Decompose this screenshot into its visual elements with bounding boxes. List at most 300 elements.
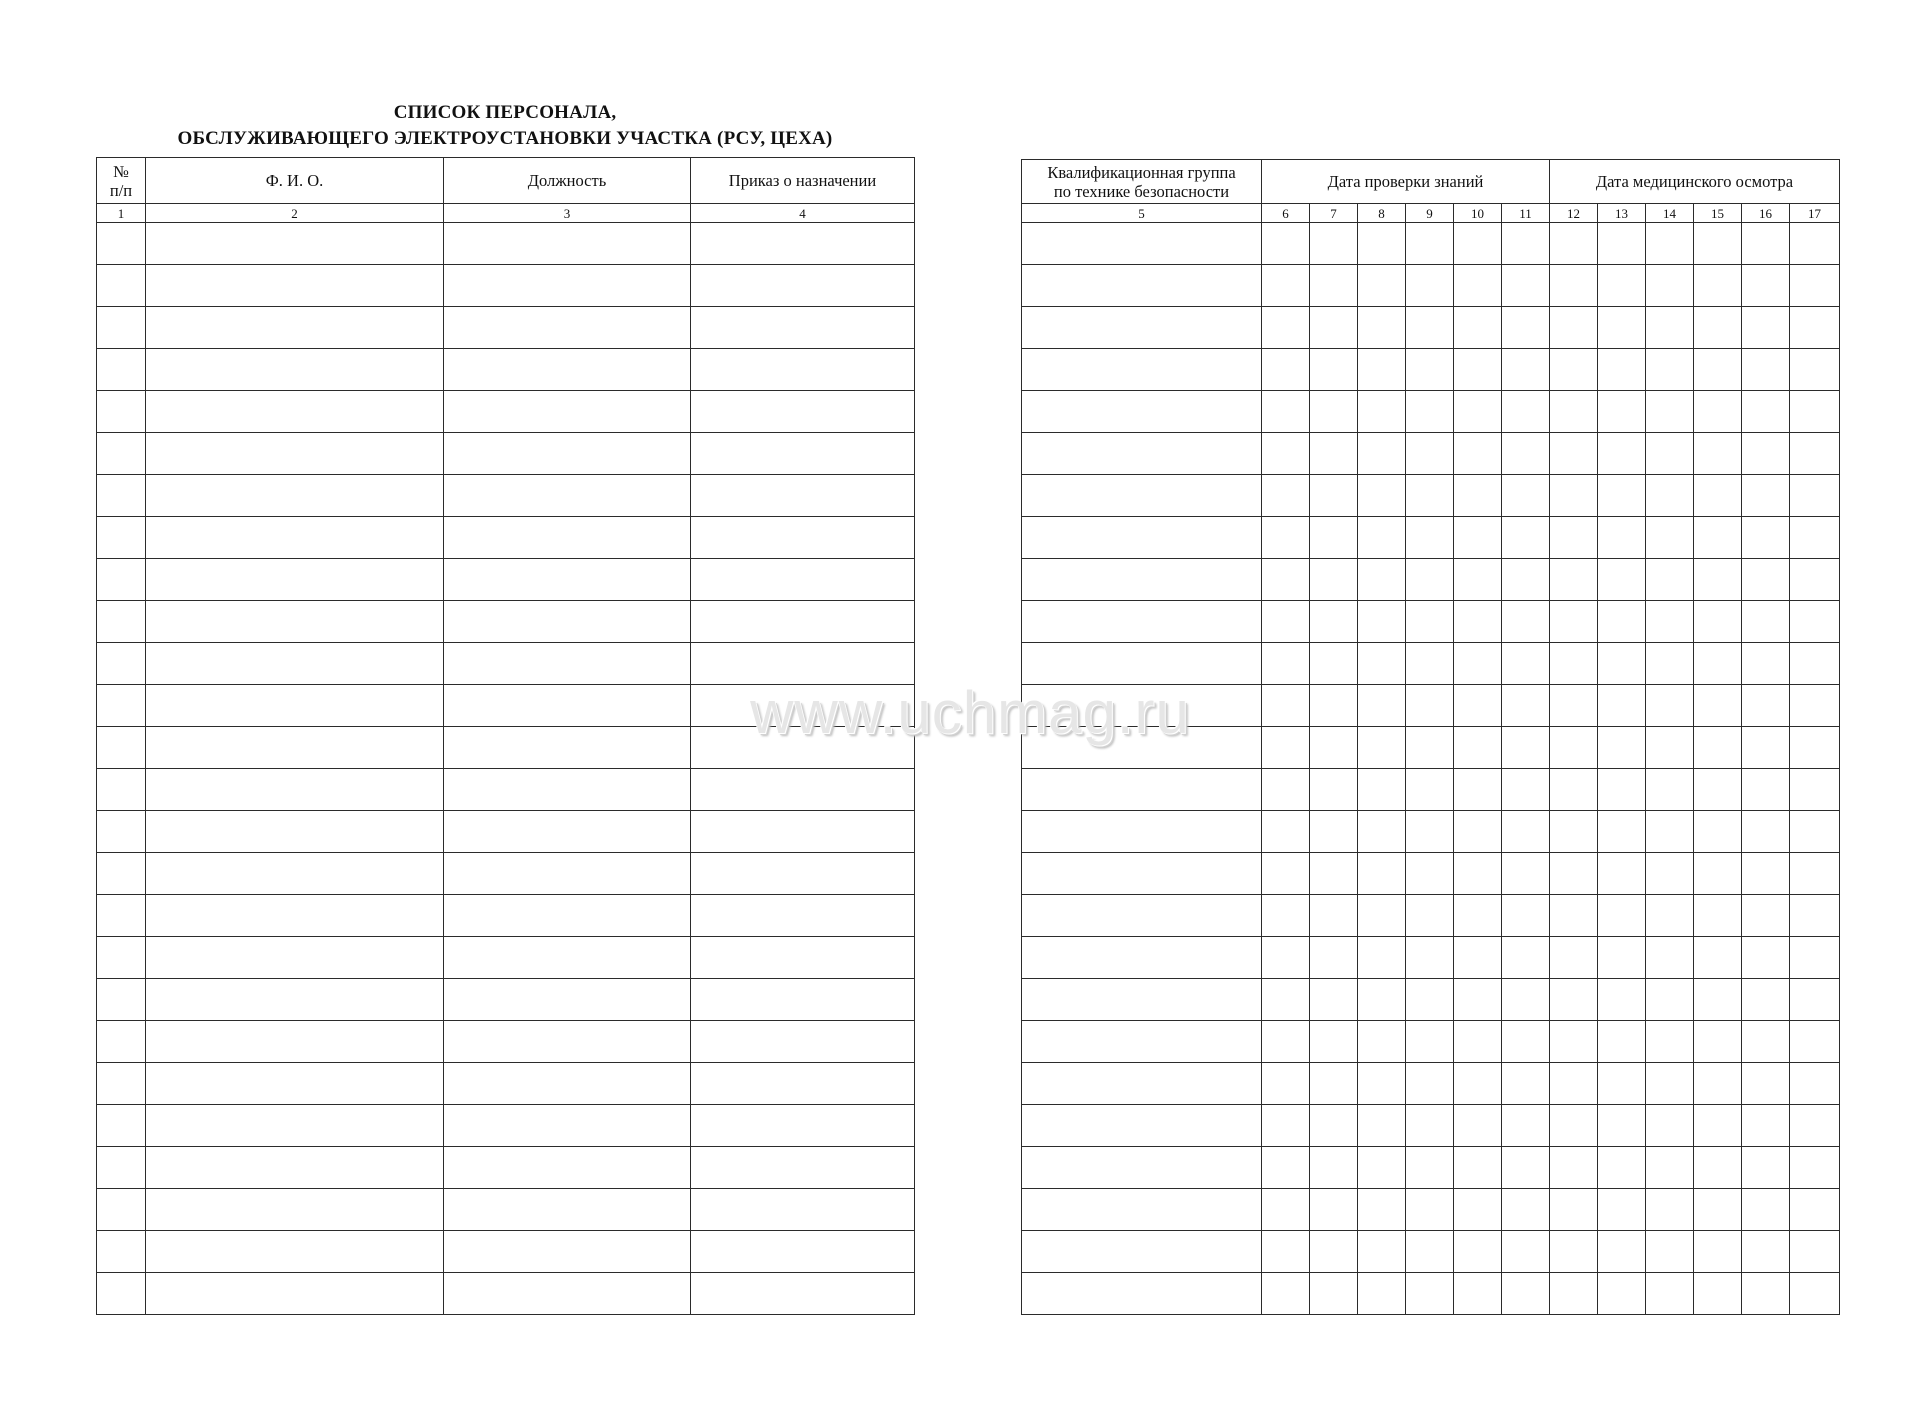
column-number: 16 <box>1742 204 1790 223</box>
blank-cell <box>1694 643 1742 685</box>
blank-cell <box>1790 685 1840 727</box>
blank-cell <box>1406 811 1454 853</box>
blank-cell <box>1598 727 1646 769</box>
blank-cell <box>1262 433 1310 475</box>
column-number: 14 <box>1646 204 1694 223</box>
blank-cell <box>444 853 691 895</box>
blank-cell <box>1262 853 1310 895</box>
blank-cell <box>1310 601 1358 643</box>
blank-cell <box>691 1189 915 1231</box>
blank-cell <box>1262 349 1310 391</box>
blank-cell <box>1358 769 1406 811</box>
blank-cell <box>444 1189 691 1231</box>
blank-cell <box>1550 937 1598 979</box>
blank-cell <box>1694 391 1742 433</box>
blank-cell <box>1022 433 1262 475</box>
column-number: 9 <box>1406 204 1454 223</box>
table-row <box>1022 979 1840 1021</box>
blank-cell <box>1454 643 1502 685</box>
column-number: 1 <box>97 204 146 223</box>
blank-cell <box>1262 223 1310 265</box>
blank-cell <box>1502 307 1550 349</box>
blank-cell <box>97 1189 146 1231</box>
blank-cell <box>1022 937 1262 979</box>
blank-cell <box>691 391 915 433</box>
blank-cell <box>1454 517 1502 559</box>
blank-cell <box>1742 517 1790 559</box>
blank-cell <box>146 1147 444 1189</box>
blank-cell <box>1550 1189 1598 1231</box>
blank-cell <box>1310 1231 1358 1273</box>
blank-cell <box>1310 433 1358 475</box>
table-row <box>1022 1105 1840 1147</box>
table-row <box>1022 1021 1840 1063</box>
blank-cell <box>691 643 915 685</box>
blank-cell <box>97 643 146 685</box>
blank-cell <box>1742 223 1790 265</box>
table-row <box>97 223 915 265</box>
blank-cell <box>1646 1105 1694 1147</box>
table-row <box>97 811 915 853</box>
blank-cell <box>1694 601 1742 643</box>
blank-cell <box>1262 643 1310 685</box>
blank-cell <box>146 979 444 1021</box>
blank-cell <box>1550 1147 1598 1189</box>
blank-cell <box>1454 433 1502 475</box>
table-row <box>1022 1147 1840 1189</box>
blank-cell <box>1694 1021 1742 1063</box>
blank-cell <box>1022 769 1262 811</box>
blank-cell <box>1646 643 1694 685</box>
blank-cell <box>1310 1273 1358 1315</box>
blank-cell <box>1358 349 1406 391</box>
blank-cell <box>691 979 915 1021</box>
blank-cell <box>1262 895 1310 937</box>
column-number-row <box>1022 204 1840 223</box>
blank-cell <box>1598 1105 1646 1147</box>
blank-cell <box>1262 391 1310 433</box>
blank-cell <box>1358 1147 1406 1189</box>
table-row <box>1022 433 1840 475</box>
blank-cell <box>444 1021 691 1063</box>
blank-cell <box>1646 727 1694 769</box>
blank-cell <box>1454 307 1502 349</box>
blank-cell <box>1742 1189 1790 1231</box>
table-row <box>97 265 915 307</box>
blank-cell <box>1406 559 1454 601</box>
blank-cell <box>1790 559 1840 601</box>
blank-cell <box>97 559 146 601</box>
column-number: 8 <box>1358 204 1406 223</box>
blank-cell <box>1022 1063 1262 1105</box>
blank-cell <box>1406 853 1454 895</box>
blank-cell <box>1598 349 1646 391</box>
blank-cell <box>1022 475 1262 517</box>
header-appointment-order: Приказ о назначении <box>691 158 915 204</box>
blank-cell <box>1502 853 1550 895</box>
blank-cell <box>1742 1021 1790 1063</box>
blank-cell <box>1454 1231 1502 1273</box>
blank-cell <box>1598 1189 1646 1231</box>
column-number: 5 <box>1022 204 1262 223</box>
blank-cell <box>1550 769 1598 811</box>
table-row <box>97 1147 915 1189</box>
blank-cell <box>1262 307 1310 349</box>
blank-cell <box>1742 769 1790 811</box>
blank-cell <box>1550 349 1598 391</box>
blank-cell <box>1358 1063 1406 1105</box>
blank-cell <box>1790 1021 1840 1063</box>
blank-cell <box>1454 853 1502 895</box>
blank-cell <box>1790 895 1840 937</box>
blank-cell <box>1790 853 1840 895</box>
blank-cell <box>1646 853 1694 895</box>
watermark: www.uchmag.ru <box>750 679 1190 746</box>
blank-cell <box>1358 433 1406 475</box>
blank-cell <box>1502 937 1550 979</box>
blank-cell <box>691 433 915 475</box>
blank-cell <box>97 853 146 895</box>
blank-cell <box>1502 1105 1550 1147</box>
blank-cell <box>1454 1147 1502 1189</box>
blank-cell <box>1694 727 1742 769</box>
blank-cell <box>1790 1189 1840 1231</box>
blank-cell <box>1454 1273 1502 1315</box>
blank-cell <box>1022 601 1262 643</box>
table-row <box>1022 685 1840 727</box>
blank-cell <box>146 223 444 265</box>
blank-cell <box>1646 391 1694 433</box>
column-number: 12 <box>1550 204 1598 223</box>
table-row <box>1022 1063 1840 1105</box>
header-row <box>1022 160 1840 204</box>
blank-cell <box>1358 475 1406 517</box>
blank-cell <box>1742 643 1790 685</box>
header-medical-exam-date: Дата медицинского осмотра <box>1550 160 1840 204</box>
blank-cell <box>1502 979 1550 1021</box>
blank-cell <box>691 895 915 937</box>
blank-cell <box>444 475 691 517</box>
blank-cell <box>1310 1189 1358 1231</box>
table-row <box>97 1063 915 1105</box>
blank-cell <box>1358 601 1406 643</box>
blank-cell <box>1550 517 1598 559</box>
blank-cell <box>1550 265 1598 307</box>
blank-cell <box>1694 1063 1742 1105</box>
blank-cell <box>1310 769 1358 811</box>
blank-cell <box>1790 601 1840 643</box>
blank-cell <box>1550 475 1598 517</box>
blank-cell <box>1022 727 1262 769</box>
blank-cell <box>1358 559 1406 601</box>
blank-cell <box>444 391 691 433</box>
blank-cell <box>1406 517 1454 559</box>
blank-cell <box>1262 265 1310 307</box>
blank-cell <box>1262 769 1310 811</box>
column-number: 17 <box>1790 204 1840 223</box>
blank-cell <box>1310 391 1358 433</box>
blank-cell <box>146 1063 444 1105</box>
blank-cell <box>1022 1105 1262 1147</box>
blank-cell <box>691 307 915 349</box>
blank-cell <box>1406 685 1454 727</box>
blank-cell <box>1022 1273 1262 1315</box>
blank-cell <box>1742 979 1790 1021</box>
blank-cell <box>1358 391 1406 433</box>
blank-cell <box>1406 979 1454 1021</box>
column-number: 3 <box>444 204 691 223</box>
blank-cell <box>1646 937 1694 979</box>
blank-cell <box>1406 265 1454 307</box>
blank-cell <box>1022 1231 1262 1273</box>
blank-cell <box>1358 1105 1406 1147</box>
blank-cell <box>1262 811 1310 853</box>
blank-cell <box>1694 433 1742 475</box>
blank-cell <box>444 349 691 391</box>
blank-cell <box>97 1105 146 1147</box>
blank-cell <box>1598 1147 1646 1189</box>
blank-cell <box>1022 895 1262 937</box>
blank-cell <box>1310 307 1358 349</box>
blank-cell <box>1406 1105 1454 1147</box>
table-row <box>97 853 915 895</box>
blank-cell <box>146 811 444 853</box>
blank-cell <box>1646 1189 1694 1231</box>
blank-cell <box>146 475 444 517</box>
blank-cell <box>146 1231 444 1273</box>
blank-cell <box>1310 895 1358 937</box>
blank-cell <box>1406 223 1454 265</box>
blank-cell <box>1790 265 1840 307</box>
blank-cell <box>146 937 444 979</box>
blank-cell <box>146 685 444 727</box>
blank-cell <box>1262 1105 1310 1147</box>
blank-cell <box>1406 601 1454 643</box>
blank-cell <box>1310 1147 1358 1189</box>
blank-cell <box>1358 727 1406 769</box>
blank-cell <box>1502 727 1550 769</box>
blank-cell <box>1454 895 1502 937</box>
blank-cell <box>1022 349 1262 391</box>
table-row <box>97 937 915 979</box>
blank-cell <box>1502 685 1550 727</box>
blank-cell <box>97 1273 146 1315</box>
blank-cell <box>1406 937 1454 979</box>
blank-cell <box>146 559 444 601</box>
blank-cell <box>146 895 444 937</box>
blank-cell <box>1742 307 1790 349</box>
blank-cell <box>1646 979 1694 1021</box>
blank-cell <box>1646 559 1694 601</box>
blank-cell <box>1550 1231 1598 1273</box>
blank-cell <box>1406 1231 1454 1273</box>
table-row <box>97 643 915 685</box>
blank-cell <box>1262 1147 1310 1189</box>
blank-cell <box>1310 937 1358 979</box>
blank-cell <box>1022 979 1262 1021</box>
blank-cell <box>1262 1231 1310 1273</box>
blank-cell <box>444 643 691 685</box>
blank-cell <box>1790 811 1840 853</box>
blank-cell <box>1022 391 1262 433</box>
personnel-list-table <box>96 157 915 1315</box>
header-number: № п/п <box>97 158 146 204</box>
blank-cell <box>691 223 915 265</box>
table-row <box>1022 223 1840 265</box>
blank-cell <box>1694 1231 1742 1273</box>
blank-cell <box>1694 769 1742 811</box>
blank-cell <box>1694 349 1742 391</box>
blank-cell <box>1646 265 1694 307</box>
blank-cell <box>1502 1021 1550 1063</box>
table-row <box>97 475 915 517</box>
blank-cell <box>97 601 146 643</box>
blank-cell <box>1406 1189 1454 1231</box>
blank-cell <box>1598 265 1646 307</box>
blank-cell <box>1502 1231 1550 1273</box>
blank-cell <box>1406 769 1454 811</box>
header-row <box>97 158 915 204</box>
blank-cell <box>1406 1147 1454 1189</box>
blank-cell <box>1694 559 1742 601</box>
blank-cell <box>1694 1105 1742 1147</box>
blank-cell <box>1502 265 1550 307</box>
blank-cell <box>444 307 691 349</box>
blank-cell <box>1358 811 1406 853</box>
column-number-row <box>97 204 915 223</box>
table-row <box>97 685 915 727</box>
blank-cell <box>691 685 915 727</box>
blank-cell <box>444 265 691 307</box>
blank-cell <box>1502 811 1550 853</box>
blank-cell <box>1550 685 1598 727</box>
blank-cell <box>1742 1273 1790 1315</box>
blank-cell <box>1646 601 1694 643</box>
blank-cell <box>691 475 915 517</box>
blank-cell <box>1790 1147 1840 1189</box>
blank-cell <box>1454 1021 1502 1063</box>
blank-cell <box>1694 895 1742 937</box>
blank-cell <box>1358 643 1406 685</box>
blank-cell <box>97 685 146 727</box>
table-row <box>1022 769 1840 811</box>
table-row <box>1022 349 1840 391</box>
blank-cell <box>1550 1063 1598 1105</box>
blank-cell <box>1742 727 1790 769</box>
blank-cell <box>444 685 691 727</box>
blank-cell <box>1310 685 1358 727</box>
blank-cell <box>1262 685 1310 727</box>
blank-cell <box>146 517 444 559</box>
blank-cell <box>1406 349 1454 391</box>
blank-cell <box>1022 685 1262 727</box>
table-row <box>97 1189 915 1231</box>
column-number: 7 <box>1310 204 1358 223</box>
blank-cell <box>1022 811 1262 853</box>
blank-cell <box>1454 223 1502 265</box>
blank-cell <box>1646 811 1694 853</box>
blank-cell <box>1358 1189 1406 1231</box>
blank-cell <box>1742 1231 1790 1273</box>
column-number: 13 <box>1598 204 1646 223</box>
blank-cell <box>1022 1189 1262 1231</box>
header-knowledge-check-date: Дата проверки знаний <box>1262 160 1550 204</box>
blank-cell <box>1598 601 1646 643</box>
table-row <box>1022 559 1840 601</box>
blank-cell <box>1790 1105 1840 1147</box>
blank-cell <box>146 1021 444 1063</box>
blank-cell <box>97 517 146 559</box>
blank-cell <box>1262 475 1310 517</box>
blank-cell <box>1646 685 1694 727</box>
blank-cell <box>1262 979 1310 1021</box>
title-line-2: ОБСЛУЖИВАЮЩЕГО ЭЛЕКТРОУСТАНОВКИ УЧАСТКА (РСУ, ЦЕХА) <box>177 128 833 149</box>
blank-cell <box>691 1105 915 1147</box>
blank-cell <box>1454 811 1502 853</box>
blank-cell <box>146 601 444 643</box>
blank-cell <box>1358 1021 1406 1063</box>
blank-cell <box>97 1147 146 1189</box>
blank-cell <box>1502 601 1550 643</box>
blank-cell <box>691 559 915 601</box>
blank-cell <box>1646 1273 1694 1315</box>
blank-cell <box>1502 643 1550 685</box>
blank-cell <box>1598 1063 1646 1105</box>
blank-cell <box>97 979 146 1021</box>
table-row <box>97 895 915 937</box>
blank-cell <box>1598 307 1646 349</box>
blank-cell <box>97 433 146 475</box>
blank-cell <box>1742 559 1790 601</box>
blank-cell <box>1598 979 1646 1021</box>
blank-cell <box>1358 307 1406 349</box>
blank-cell <box>1694 1273 1742 1315</box>
blank-cell <box>1646 1021 1694 1063</box>
blank-cell <box>1742 1147 1790 1189</box>
table-row <box>1022 1231 1840 1273</box>
blank-cell <box>1646 223 1694 265</box>
blank-cell <box>1598 1231 1646 1273</box>
table-row <box>1022 1189 1840 1231</box>
blank-cell <box>1790 391 1840 433</box>
blank-cell <box>444 937 691 979</box>
blank-cell <box>1502 391 1550 433</box>
blank-cell <box>1790 643 1840 685</box>
blank-cell <box>146 727 444 769</box>
qualification-dates-table <box>1021 159 1840 1315</box>
blank-cell <box>1502 1147 1550 1189</box>
blank-cell <box>1742 1063 1790 1105</box>
blank-cell <box>1454 475 1502 517</box>
blank-cell <box>444 1231 691 1273</box>
header-position: Должность <box>444 158 691 204</box>
blank-cell <box>1502 769 1550 811</box>
blank-cell <box>1694 1147 1742 1189</box>
blank-cell <box>1022 517 1262 559</box>
blank-cell <box>97 391 146 433</box>
blank-cell <box>1694 979 1742 1021</box>
blank-cell <box>444 433 691 475</box>
blank-cell <box>1790 727 1840 769</box>
blank-cell <box>444 727 691 769</box>
blank-cell <box>1454 685 1502 727</box>
table-row <box>97 433 915 475</box>
blank-cell <box>1790 223 1840 265</box>
blank-cell <box>1406 727 1454 769</box>
blank-cell <box>1550 307 1598 349</box>
blank-cell <box>444 769 691 811</box>
blank-cell <box>444 979 691 1021</box>
